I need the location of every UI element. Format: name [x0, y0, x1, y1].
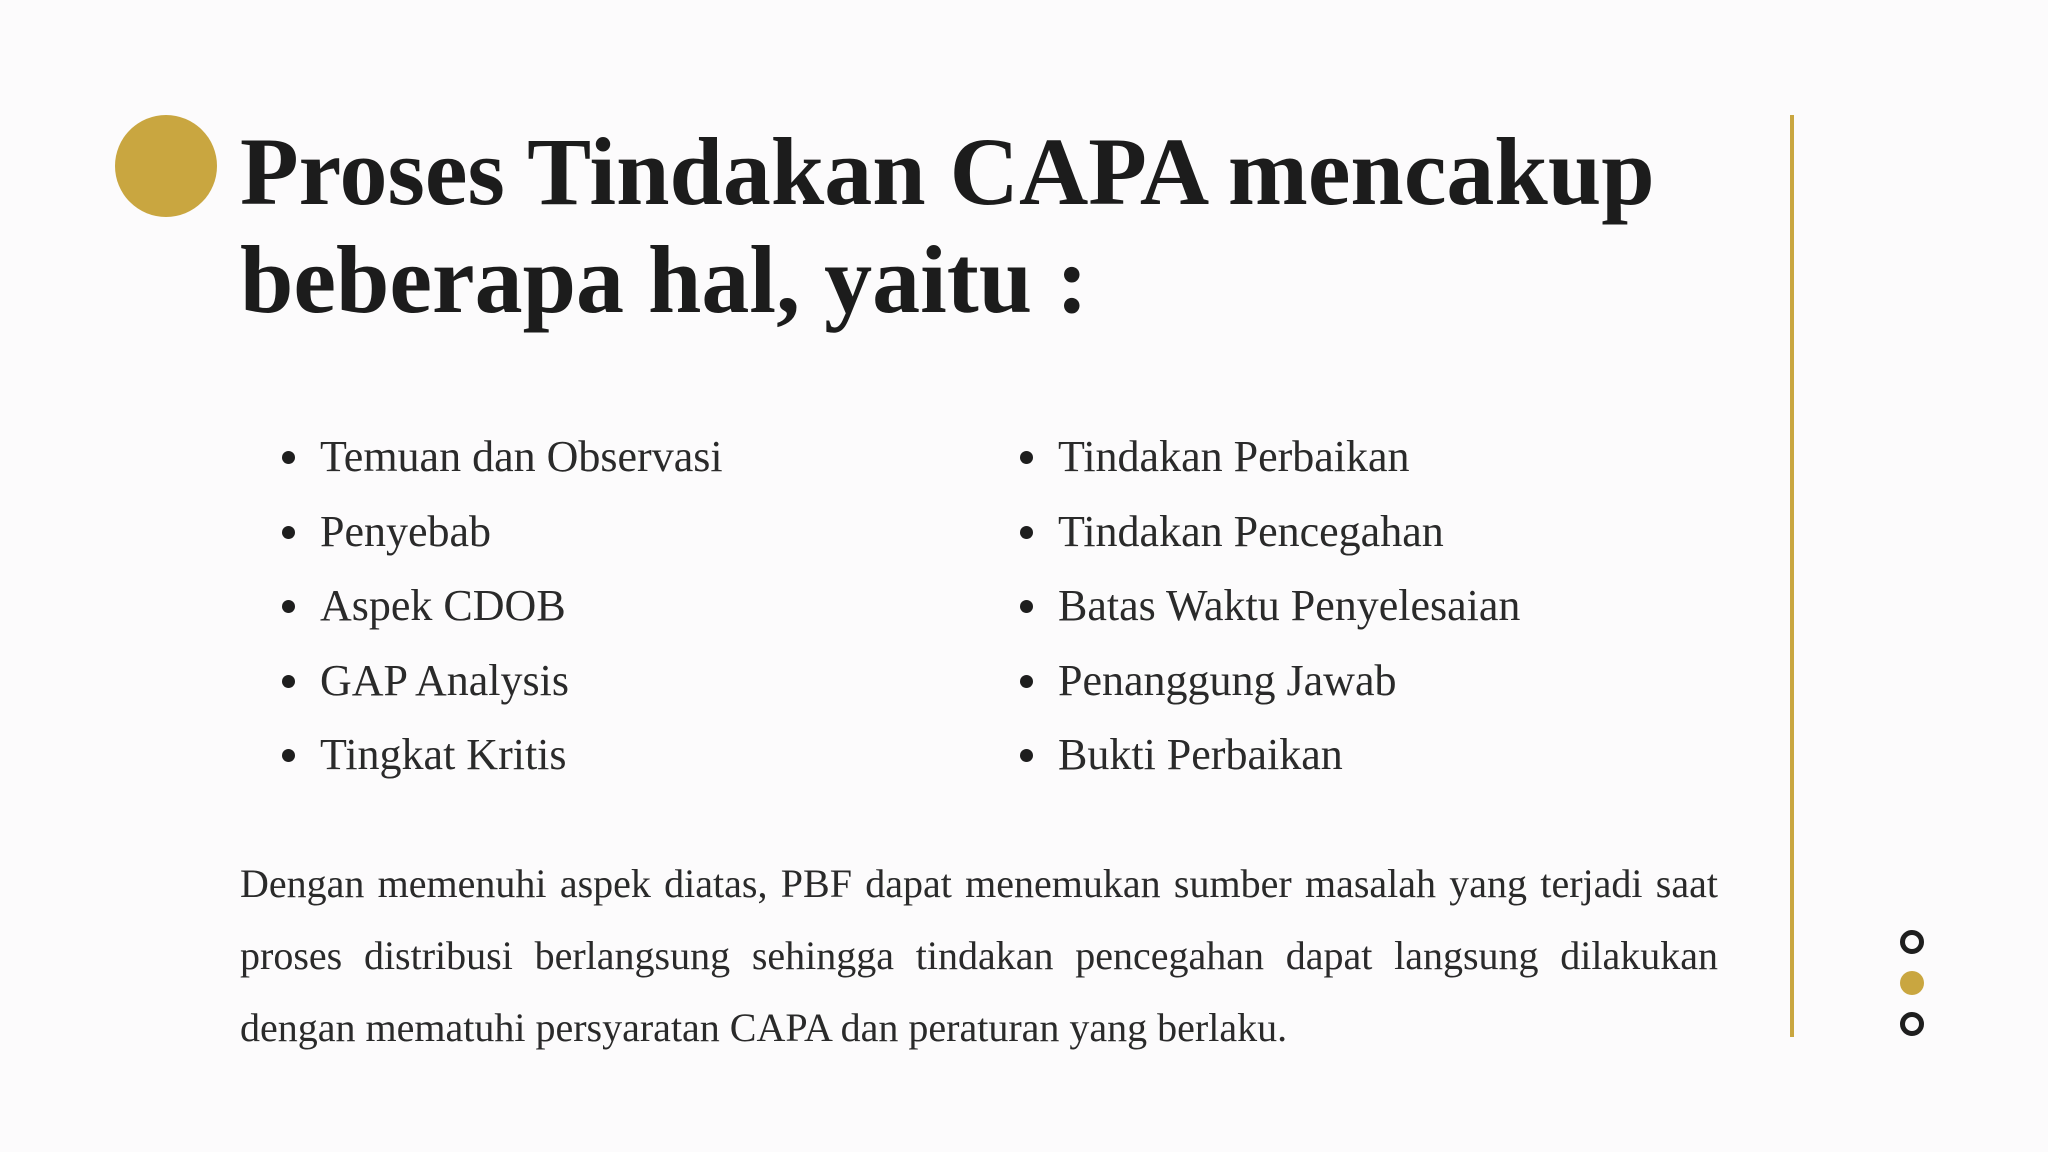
list-item-text: Tindakan Perbaikan [1058, 432, 1410, 481]
page-indicator-dot-3[interactable] [1900, 1012, 1924, 1036]
bullet-icon [282, 675, 295, 688]
bullet-icon [282, 749, 295, 762]
bullet-icon [282, 451, 295, 464]
bullet-icon [282, 600, 295, 613]
list-item [282, 420, 723, 495]
title-line-2: beberapa hal, yaitu : [240, 226, 1089, 333]
page-indicator-dot-1[interactable] [1900, 930, 1924, 954]
title-line-1: Proses Tindakan CAPA mencakup [240, 118, 1655, 225]
title-accent-circle [115, 115, 217, 217]
list-item [1020, 420, 1520, 495]
bullet-list-left [282, 420, 723, 793]
list-item-text: Bukti Perbaikan [1058, 730, 1343, 779]
list-item-text: Penyebab [320, 506, 492, 556]
list-item [282, 644, 723, 719]
bullet-icon [1020, 749, 1033, 762]
list-item-text: Aspek CDOB [320, 581, 566, 630]
list-item-text: Batas Waktu Penyelesaian [1058, 581, 1521, 630]
bullet-icon [1020, 600, 1033, 613]
vertical-divider [1790, 115, 1794, 1037]
list-item [1020, 718, 1520, 793]
bullet-icon [1020, 451, 1033, 464]
bullet-icon [282, 526, 295, 539]
slide-title [240, 118, 1690, 334]
list-item-text: GAP Analysis [320, 655, 569, 705]
list-item [1020, 644, 1520, 719]
list-item [282, 718, 723, 793]
list-item-text: Tingkat Kritis [320, 730, 567, 779]
list-item-text: Temuan dan Observasi [320, 432, 723, 481]
summary-paragraph: Dengan memenuhi aspek diatas, PBF dapat menemukan sumber masalah yang terjadi saat proses distribusi berlangsung sehingga tindakan pencegahan dapat langsung dilakukan dengan mematuhi persyaratan CAPA dan peraturan yang berlaku. [240, 861, 1718, 1050]
list-item [282, 569, 723, 644]
bullet-list-right [1020, 420, 1520, 793]
list-item [1020, 569, 1520, 644]
list-item [282, 495, 723, 570]
list-item-text: Tindakan Pencegahan [1058, 506, 1444, 556]
list-item-text: Penanggung Jawab [1058, 655, 1397, 705]
page-indicator-dot-2-active[interactable] [1900, 971, 1924, 995]
bullet-icon [1020, 675, 1033, 688]
bullet-icon [1020, 526, 1033, 539]
list-item [1020, 495, 1520, 570]
